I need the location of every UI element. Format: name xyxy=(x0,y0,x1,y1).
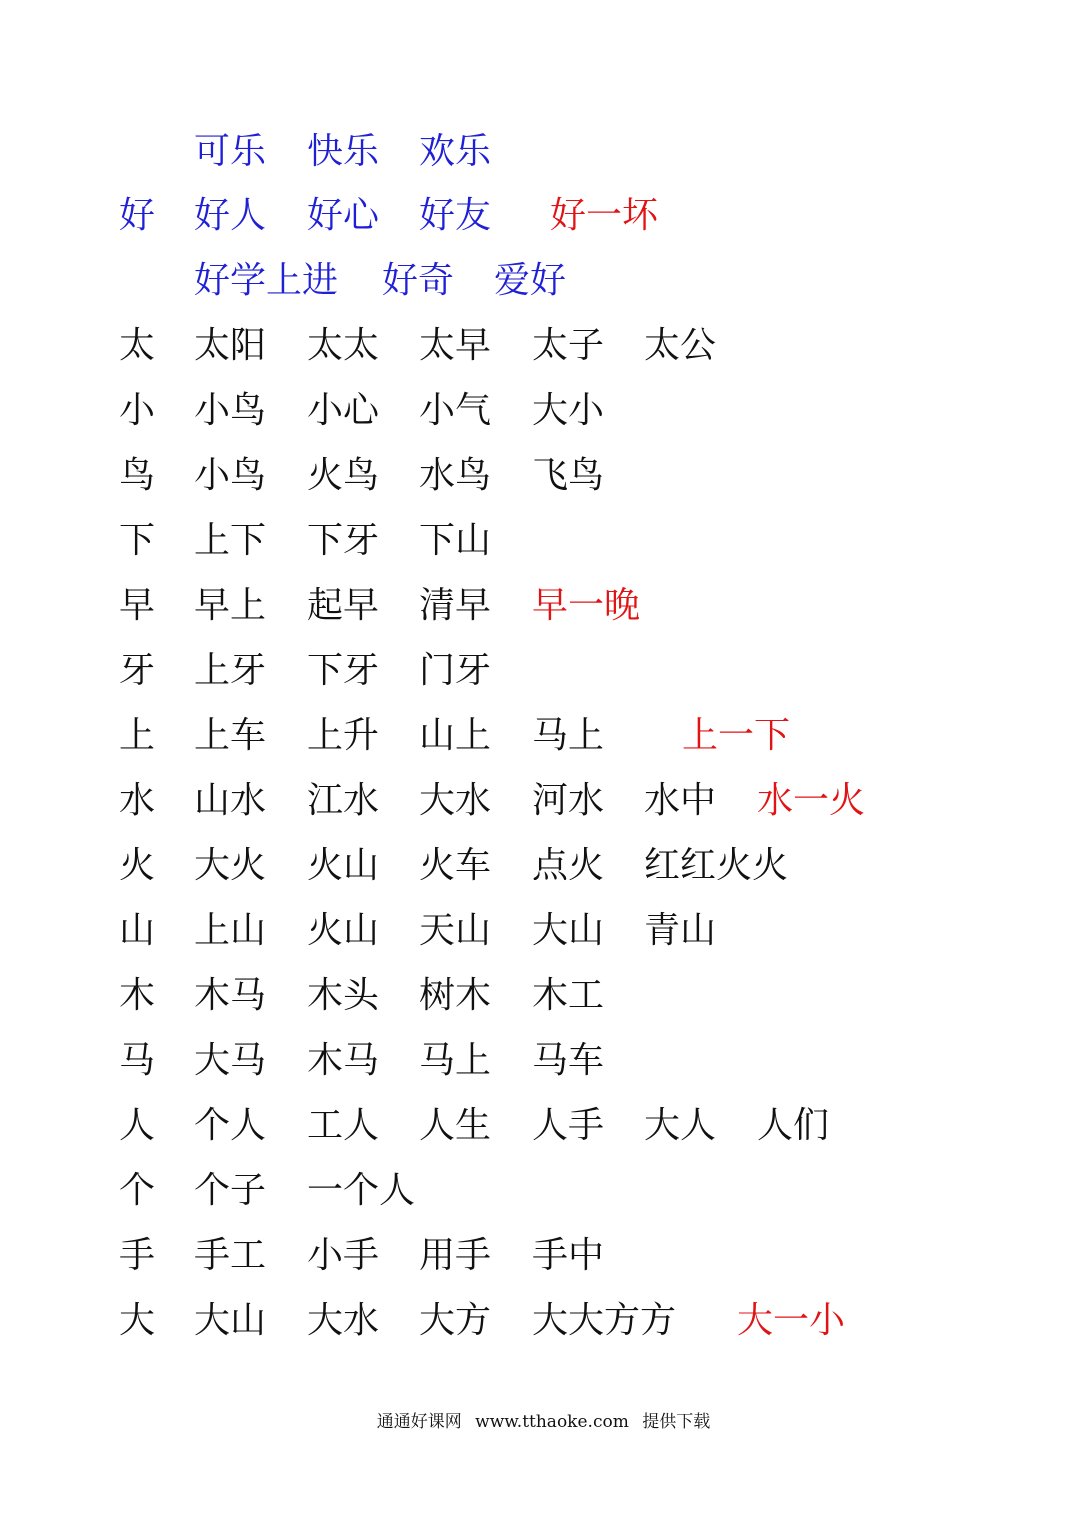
head-character: 木 xyxy=(119,975,156,1016)
vocab-row xyxy=(0,127,1087,177)
head-character: 大 xyxy=(119,1300,156,1341)
vocab-row xyxy=(0,256,1087,306)
word: 红红火火 xyxy=(644,845,789,886)
vocab-row xyxy=(0,516,1087,566)
word: 大水 xyxy=(419,780,492,821)
word: 青山 xyxy=(644,910,717,951)
vocab-row xyxy=(0,906,1087,956)
vocab-row xyxy=(0,1296,1087,1346)
head-character: 好 xyxy=(119,195,156,236)
word: 马上 xyxy=(532,715,605,756)
vocab-row xyxy=(0,971,1087,1021)
word: 好心 xyxy=(307,195,380,236)
word: 人手 xyxy=(532,1105,605,1146)
head-character: 人 xyxy=(119,1105,156,1146)
word: 下牙 xyxy=(307,520,380,561)
footer-site-name: 通通好课网 xyxy=(376,1412,462,1432)
vocab-row xyxy=(0,451,1087,501)
word: 手工 xyxy=(194,1235,267,1276)
word: 好奇 xyxy=(382,260,455,301)
word: 上山 xyxy=(194,910,267,951)
word: 小鸟 xyxy=(194,390,267,431)
word: 树木 xyxy=(419,975,492,1016)
word: 火山 xyxy=(307,845,380,886)
word: 飞鸟 xyxy=(532,455,605,496)
word: 上下 xyxy=(194,520,267,561)
page-footer xyxy=(0,1407,1087,1432)
head-character: 鸟 xyxy=(119,455,156,496)
word: 工人 xyxy=(307,1105,380,1146)
word: 好学上进 xyxy=(194,260,339,301)
head-character: 下 xyxy=(119,520,156,561)
word: 小手 xyxy=(307,1235,380,1276)
word: 太子 xyxy=(532,325,605,366)
word: 火车 xyxy=(419,845,492,886)
word: 大山 xyxy=(532,910,605,951)
word: 点火 xyxy=(532,845,605,886)
word: 欢乐 xyxy=(419,131,492,172)
word: 大小 xyxy=(532,390,605,431)
word: 上升 xyxy=(307,715,380,756)
head-character: 个 xyxy=(119,1170,156,1211)
word: 起早 xyxy=(307,585,380,626)
head-character: 手 xyxy=(119,1235,156,1276)
word: 门牙 xyxy=(419,650,492,691)
head-character: 早 xyxy=(119,585,156,626)
footer-url[interactable]: www.tthaoke.com xyxy=(475,1412,629,1432)
footer-suffix: 提供下载 xyxy=(642,1412,711,1432)
word: 一个人 xyxy=(307,1170,416,1211)
word: 马车 xyxy=(532,1040,605,1081)
vocab-row xyxy=(0,776,1087,826)
word: 上牙 xyxy=(194,650,267,691)
antonym-pair: 早一晚 xyxy=(532,585,641,626)
word: 手中 xyxy=(532,1235,605,1276)
word: 大山 xyxy=(194,1300,267,1341)
word: 人们 xyxy=(757,1105,830,1146)
head-character: 火 xyxy=(119,845,156,886)
antonym-pair: 大一小 xyxy=(737,1300,846,1341)
word: 好人 xyxy=(194,195,267,236)
word: 马上 xyxy=(419,1040,492,1081)
word: 木工 xyxy=(532,975,605,1016)
word: 山水 xyxy=(194,780,267,821)
vocab-row xyxy=(0,581,1087,631)
vocab-row xyxy=(0,646,1087,696)
head-character: 上 xyxy=(119,715,156,756)
vocab-row xyxy=(0,191,1087,241)
word: 太公 xyxy=(644,325,717,366)
vocab-row xyxy=(0,386,1087,436)
word: 小鸟 xyxy=(194,455,267,496)
word: 大马 xyxy=(194,1040,267,1081)
vocab-row xyxy=(0,1166,1087,1216)
vocab-row xyxy=(0,711,1087,761)
word: 天山 xyxy=(419,910,492,951)
head-character: 山 xyxy=(119,910,156,951)
head-character: 水 xyxy=(119,780,156,821)
word: 好友 xyxy=(419,195,492,236)
word: 火鸟 xyxy=(307,455,380,496)
word: 大火 xyxy=(194,845,267,886)
word: 个人 xyxy=(194,1105,267,1146)
word: 大大方方 xyxy=(532,1300,677,1341)
word: 小心 xyxy=(307,390,380,431)
word: 快乐 xyxy=(307,131,380,172)
word: 火山 xyxy=(307,910,380,951)
head-character: 小 xyxy=(119,390,156,431)
word: 水中 xyxy=(644,780,717,821)
word: 木马 xyxy=(194,975,267,1016)
head-character: 马 xyxy=(119,1040,156,1081)
word: 可乐 xyxy=(194,131,267,172)
word: 早上 xyxy=(194,585,267,626)
antonym-pair: 水一火 xyxy=(757,780,866,821)
word: 上车 xyxy=(194,715,267,756)
antonym-pair: 上一下 xyxy=(682,715,791,756)
vocab-row xyxy=(0,1101,1087,1151)
word: 山上 xyxy=(419,715,492,756)
head-character: 太 xyxy=(119,325,156,366)
word: 大水 xyxy=(307,1300,380,1341)
word: 大人 xyxy=(644,1105,717,1146)
word: 木头 xyxy=(307,975,380,1016)
word: 太早 xyxy=(419,325,492,366)
word: 人生 xyxy=(419,1105,492,1146)
word: 爱好 xyxy=(494,260,567,301)
word: 下牙 xyxy=(307,650,380,691)
word: 小气 xyxy=(419,390,492,431)
vocab-row xyxy=(0,841,1087,891)
word: 江水 xyxy=(307,780,380,821)
word: 太太 xyxy=(307,325,380,366)
word: 大方 xyxy=(419,1300,492,1341)
word: 水鸟 xyxy=(419,455,492,496)
word: 太阳 xyxy=(194,325,267,366)
vocab-row xyxy=(0,321,1087,371)
head-character: 牙 xyxy=(119,650,156,691)
word: 木马 xyxy=(307,1040,380,1081)
word: 用手 xyxy=(419,1235,492,1276)
vocab-row xyxy=(0,1231,1087,1281)
word: 个子 xyxy=(194,1170,267,1211)
word: 清早 xyxy=(419,585,492,626)
word: 河水 xyxy=(532,780,605,821)
antonym-pair: 好一坏 xyxy=(550,195,659,236)
word: 下山 xyxy=(419,520,492,561)
vocab-row xyxy=(0,1036,1087,1086)
